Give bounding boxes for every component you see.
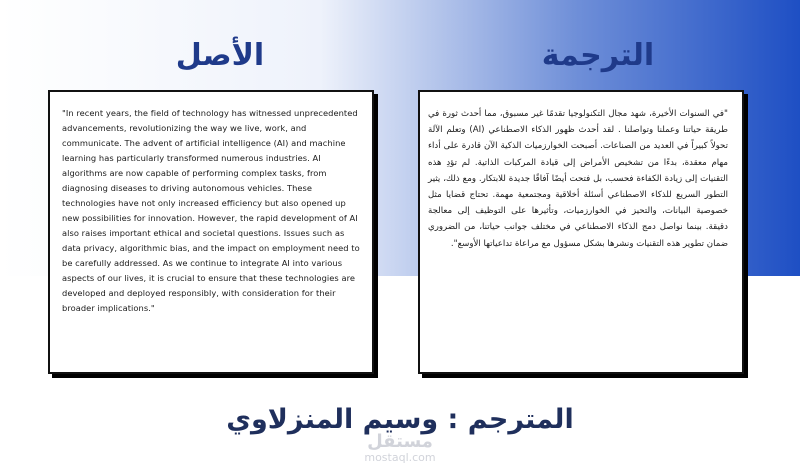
watermark	[320, 432, 480, 464]
watermark-logo: مستقل	[367, 431, 433, 452]
watermark-url: mostaql.com	[364, 451, 436, 464]
translation-card	[418, 90, 744, 374]
original-heading: الأصل	[175, 38, 265, 73]
translation-heading: الترجمة	[541, 38, 655, 73]
translator-credit: المترجم : وسيم المنزلاوي	[226, 404, 574, 435]
original-card	[48, 90, 374, 374]
original-paragraph: "In recent years, the field of technology has witnessed unprecedented advancements, revolutionizing the way we live, work, and communicate. The advent of artificial intelligence (AI) and machine learning has particularly transformed numerous industries. AI algorithms are now capable of performing complex tasks, from diagnosing diseases to driving autonomous vehicles. These technologies have not only increased efficiency but also opened up new possibilities for innovation. However, the rapid development of AI also raises important ethical and societal questions. Issues such as data privacy, algorithmic bias, and the impact on employment need to be carefully addressed. As we continue to integrate AI into various aspects of our lives, it is crucial to ensure that these technologies are developed and deployed responsibly, with consideration for their broader implications."	[62, 108, 360, 313]
translation-paragraph: "في السنوات الأخيرة، شهد مجال التكنولوجيا تقدمًا غير مسبوق، مما أحدث ثورة في طريقة حياتنا وعملنا وتواصلنا . لقد أحدث ظهور الذكاء الاصطناعي (AI) وتعلم الآلة تحولاً كبيراً في العديد من الصناعات. أصبحت الخوارزميات الذكية الآن قادرة على أداء مهام معقدة، بدءًا من تشخيص الأمراض إلى قيادة المركبات الذاتية. لم تؤدِ هذه التقنيات إلى زيادة الكفاءة فحسب، بل فتحت أيضًا آفاقًا جديدة للابتكار. ومع ذلك، يثير التطور السريع للذكاء الاصطناعي أسئلة أخلاقية ومجتمعية مهمة. تحتاج قضايا مثل خصوصية البيانات، والتحيز في الخوارزميات، وتأثيرها على التوظيف إلى معالجة دقيقة. بينما نواصل دمج الذكاء الاصطناعي في مختلف جوانب حياتنا، من الضروري ضمان تطوير هذه التقنيات ونشرها بشكل مسؤول مع مراعاة تداعياتها الأوسع".	[428, 109, 728, 249]
